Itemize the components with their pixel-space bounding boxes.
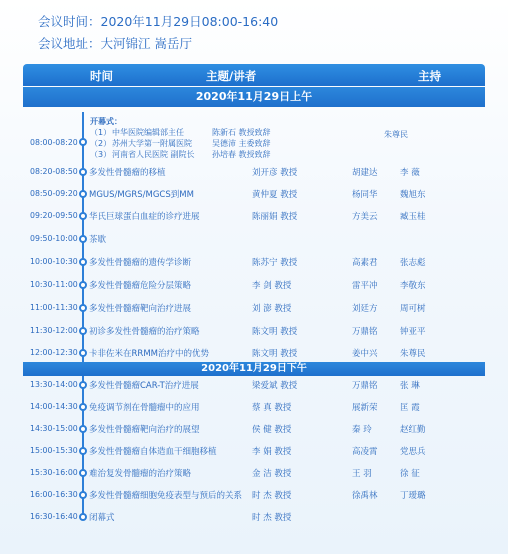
session-host (352, 210, 472, 222)
host-primary: 万鼎铭 (352, 327, 378, 337)
host-primary: 姜中兴 (352, 349, 378, 359)
timeline-dot (79, 469, 87, 477)
session-row (0, 164, 508, 180)
session-host (352, 445, 472, 457)
session-row (0, 345, 508, 361)
host-primary: 高素君 (352, 258, 378, 268)
session-speaker: 陈文明 教授 (252, 349, 298, 359)
timeline-dot (79, 381, 87, 389)
host-secondary: 钟亚平 (400, 327, 426, 337)
session-host (352, 188, 472, 200)
opening-title: 开幕式： (90, 117, 122, 126)
host-primary: 方美云 (352, 212, 378, 222)
session-time: 14:30-15:00 (30, 424, 78, 433)
session-row (0, 300, 508, 316)
opening-line: （2）苏州大学第一附属医院 吴德沛 主委致辞 (90, 139, 271, 148)
session-host (352, 423, 472, 435)
session-speaker: 李 娟 教授 (252, 447, 292, 457)
session-speaker: 陈丽娟 教授 (252, 212, 298, 222)
session-topic: 多发性骨髓瘤靶向治疗的展望 (89, 425, 200, 435)
session-row (0, 277, 508, 293)
timeline-dot (79, 491, 87, 499)
timeline-dot (79, 190, 87, 198)
session-time: 10:00-10:30 (30, 257, 78, 266)
session-time: 13:30-14:00 (30, 380, 78, 389)
opening-host: 朱尊民 (384, 130, 408, 139)
session-speaker: 蔡 真 教授 (252, 403, 292, 413)
host-secondary: 张志彪 (400, 258, 426, 268)
session-topic: 难治复发骨髓瘤的治疗策略 (89, 469, 192, 479)
session-topic: 初诊多发性骨髓瘤的治疗策略 (89, 327, 200, 337)
session-speaker: 梁爱斌 教授 (252, 381, 298, 391)
session-topic: 多发性骨髓瘤的遗传学诊断 (89, 258, 192, 268)
session-row (0, 377, 508, 393)
opening-line: （1）中华医院编辑部主任 陈新石 教授致辞 (90, 128, 271, 137)
opening-time: 08:00-08:20 (30, 138, 78, 147)
host-secondary: 匡 霞 (400, 403, 420, 413)
session-topic: 多发性骨髓瘤细胞免疫表型与预后的关系 (89, 491, 243, 501)
session-time: 15:00-15:30 (30, 446, 78, 455)
timeline-dot (79, 168, 87, 176)
session-host (352, 347, 472, 359)
opening-ceremony (86, 114, 416, 162)
session-speaker: 黄仲夏 教授 (252, 190, 298, 200)
session-topic: 多发性骨髓瘤危险分层策略 (89, 281, 192, 291)
session-host (352, 467, 472, 479)
session-speaker: 刘开彦 教授 (252, 168, 298, 178)
session-topic: 多发性骨髓瘤CAR-T治疗进展 (89, 381, 199, 391)
session-topic: 卡非佐米在RRMM治疗中的优势 (89, 349, 209, 359)
session-row (0, 509, 508, 525)
session-speaker: 刘 澎 教授 (252, 304, 292, 314)
session-speaker: 侯 健 教授 (252, 425, 292, 435)
meeting-time: 会议时间：2020年11月29日08:00-16:40 (38, 14, 279, 29)
session-time: 12:00-12:30 (30, 348, 78, 357)
session-row (0, 443, 508, 459)
session-row (0, 465, 508, 481)
table-header (23, 64, 485, 86)
session-topic: 茶歇 (89, 235, 107, 245)
session-row (0, 254, 508, 270)
opening-line: （3）河南省人民医院 副院长 孙培春 教授致辞 (90, 150, 271, 159)
session-row (0, 421, 508, 437)
session-time: 11:30-12:00 (30, 326, 78, 335)
host-secondary: 李 薇 (400, 168, 420, 178)
session-row (0, 208, 508, 224)
host-primary: 王 羽 (352, 469, 372, 479)
session-speaker: 陈文明 教授 (252, 327, 298, 337)
session-time: 15:30-16:00 (30, 468, 78, 477)
session-row (0, 487, 508, 503)
header-topic: 主题/讲者 (206, 69, 257, 83)
session-speaker: 李 剑 教授 (252, 281, 292, 291)
session-host (352, 256, 472, 268)
host-secondary: 徐 征 (400, 469, 420, 479)
host-primary: 高凌霄 (352, 447, 378, 457)
session-row (0, 399, 508, 415)
host-secondary: 朱尊民 (400, 349, 426, 359)
timeline-dot (79, 304, 87, 312)
host-secondary: 魏旭东 (400, 190, 426, 200)
session-time: 16:30-16:40 (30, 512, 78, 521)
session-time: 08:50-09:20 (30, 189, 78, 198)
session-speaker: 金 洁 教授 (252, 469, 292, 479)
session-host (352, 401, 472, 413)
session-host (352, 302, 472, 314)
timeline-dot (79, 235, 87, 243)
host-primary: 展新荣 (352, 403, 378, 413)
timeline-dot (79, 349, 87, 357)
timeline-dot (79, 212, 87, 220)
session-topic: 多发性骨髓瘤靶向治疗进展 (89, 304, 192, 314)
session-speaker: 时 杰 教授 (252, 513, 292, 523)
session-time: 16:00-16:30 (30, 490, 78, 499)
meeting-address: 会议地址：大河锦江 嵩岳厅 (38, 36, 192, 51)
session-speaker: 时 杰 教授 (252, 491, 292, 501)
host-secondary: 李敬东 (400, 281, 426, 291)
timeline-dot (79, 327, 87, 335)
session-time: 14:00-14:30 (30, 402, 78, 411)
session-topic: MGUS/MGRS/MGCS到MM (89, 190, 194, 200)
host-primary: 万鼎铭 (352, 381, 378, 391)
session-time: 11:00-11:30 (30, 303, 78, 312)
session-row (0, 231, 508, 247)
timeline-dot (79, 258, 87, 266)
host-secondary: 赵红勤 (400, 425, 426, 435)
session-topic: 多发性骨髓瘤自体造血干细胞移植 (89, 447, 217, 457)
host-primary: 徐禹林 (352, 491, 378, 501)
session-time: 08:20-08:50 (30, 167, 78, 176)
host-secondary: 臧玉桂 (400, 212, 426, 222)
host-primary: 胡建达 (352, 168, 378, 178)
host-primary: 刘廷方 (352, 304, 378, 314)
timeline-dot (79, 513, 87, 521)
session-topic: 华氏巨球蛋白血症的诊疗进展 (89, 212, 200, 222)
session-host (352, 489, 472, 501)
timeline-dot (79, 403, 87, 411)
host-secondary: 丁瑷璐 (400, 491, 426, 501)
host-primary: 雷平冲 (352, 281, 378, 291)
session-time: 09:50-10:00 (30, 234, 78, 243)
session-topic: 免疫调节剂在骨髓瘤中的应用 (89, 403, 200, 413)
am-date-bar: 2020年11月29日上午 (23, 87, 485, 107)
session-host (352, 511, 472, 521)
host-primary: 秦 玲 (352, 425, 372, 435)
pm-date-bar: 2020年11月29日下午 (23, 362, 485, 376)
session-topic: 闭幕式 (89, 513, 115, 523)
session-host (352, 166, 472, 178)
host-secondary: 张 琳 (400, 381, 420, 391)
header-host: 主持 (418, 69, 441, 83)
session-topic: 多发性骨髓瘤的移植 (89, 168, 166, 178)
session-time: 10:30-11:00 (30, 280, 78, 289)
session-host (352, 233, 472, 243)
timeline-dot (79, 425, 87, 433)
host-secondary: 周可树 (400, 304, 426, 314)
session-host (352, 379, 472, 391)
session-host (352, 325, 472, 337)
timeline-dot (79, 138, 87, 146)
header-time: 时间 (90, 69, 113, 83)
session-row (0, 323, 508, 339)
host-secondary: 党思兵 (400, 447, 426, 457)
timeline-dot (79, 281, 87, 289)
host-primary: 杨同华 (352, 190, 378, 200)
timeline-dot (79, 447, 87, 455)
session-row (0, 186, 508, 202)
session-time: 09:20-09:50 (30, 211, 78, 220)
session-speaker: 陈苏宁 教授 (252, 258, 298, 268)
session-host (352, 279, 472, 291)
